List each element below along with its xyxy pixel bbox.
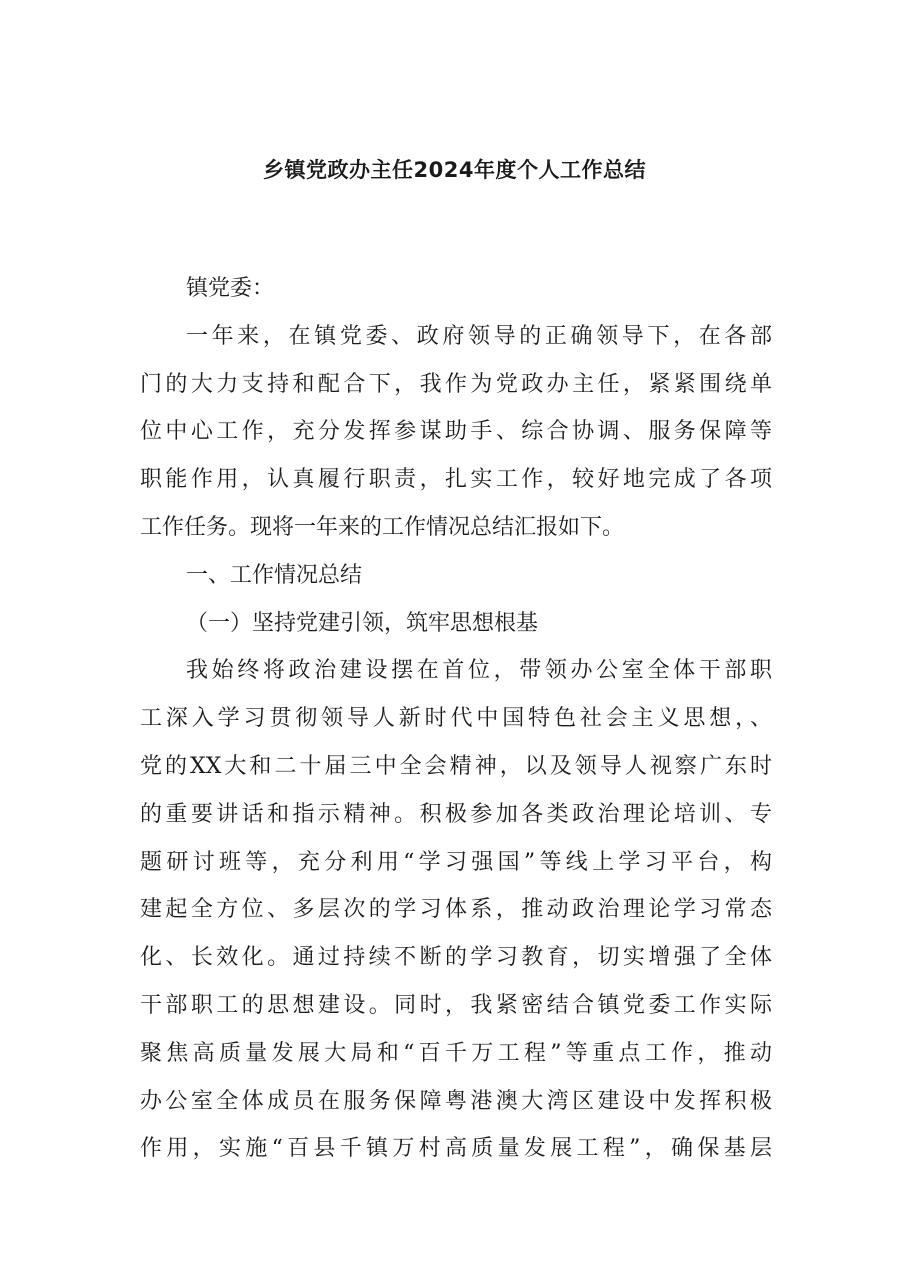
body-text-line: 工深入学习贯彻领导人新时代中国特色社会主义思想，、 [140,706,772,732]
body-text-line: 工作任务。现将一年来的工作情况总结汇报如下。 [140,514,625,540]
body-text-line: 位中心工作，充分发挥参谋助手、综合协调、服务保障等 [140,419,772,445]
body-text-line: 党的XX大和二十届三中全会精神，以及领导人视察广东时 [140,753,772,779]
body-text-line: （一）坚持党建引领，筑牢思想根基 [186,610,539,636]
body-text-line: 一年来，在镇党委、政府领导的正确领导下，在各部 [186,323,772,349]
body-text-line: 我始终将政治建设摆在首位，带领办公室全体干部职 [186,658,772,684]
body-text-line: 职能作用，认真履行职责，扎实工作，较好地完成了各项 [140,467,772,493]
body-text-line: 门的大力支持和配合下，我作为党政办主任，紧紧围绕单 [140,371,772,397]
body-text-line: 化、长效化。通过持续不断的学习教育，切实增强了全体 [140,945,772,971]
body-text-line: 的重要讲话和指示精神。积极参加各类政治理论培训、专 [140,801,772,827]
body-text-line: 办公室全体成员在服务保障粤港澳大湾区建设中发挥积极 [140,1088,772,1114]
body-text-line: 镇党委： [186,276,275,301]
body-text-line: 一、工作情况总结 [186,562,363,588]
document-body [140,265,772,1173]
document-title: 乡镇党政办主任2024年度个人工作总结 [263,158,646,182]
body-text-line: 题研讨班等，充分利用“学习强国”等线上学习平台，构 [140,849,772,875]
body-text-line: 建起全方位、多层次的学习体系，推动政治理论学习常态 [140,897,772,923]
body-text-line: 作用，实施“百县千镇万村高质量发展工程”，确保基层 [140,1136,772,1162]
body-text-line: 聚焦高质量发展大局和“百千万工程”等重点工作，推动 [140,1040,772,1066]
body-text-line: 干部职工的思想建设。同时，我紧密结合镇党委工作实际 [140,992,772,1018]
